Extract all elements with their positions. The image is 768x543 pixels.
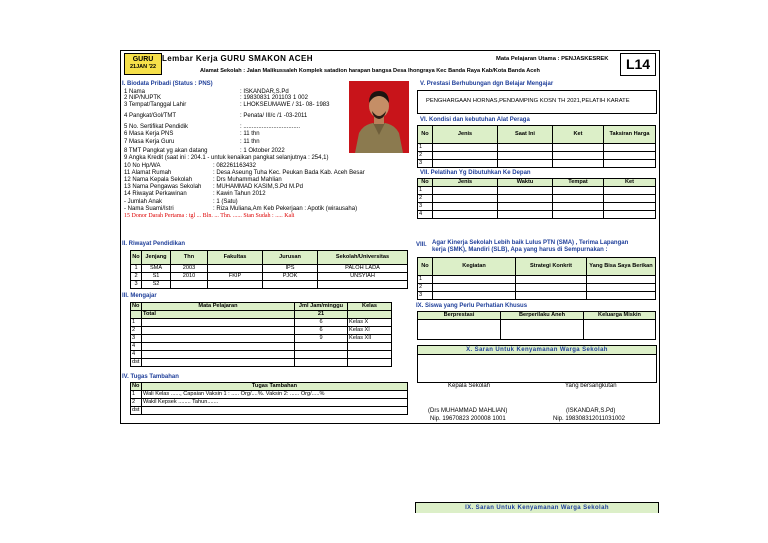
biodata-row	[124, 148, 346, 156]
cell: PJOK	[263, 273, 318, 281]
table-row	[131, 391, 408, 399]
col-header: No	[131, 251, 142, 265]
biodata-label: 14 Riwayat Perkawinan	[124, 191, 187, 198]
cell: 4	[418, 211, 433, 219]
cell	[142, 343, 295, 351]
biodata-label: 9 Angka Kredit (saat ini : 204.1 - untuk kenaikan pangkat selanjutnya : 254,1)	[124, 155, 329, 162]
col-header: Jenis	[433, 126, 498, 144]
table-row	[418, 203, 656, 211]
cell	[263, 281, 318, 289]
tambahan-table	[130, 382, 408, 415]
cell: Kelas X	[348, 319, 392, 327]
kinerja-heading-num: VIII.	[416, 242, 427, 248]
table-row	[418, 160, 656, 168]
biodata-value: : ISKANDAR,S.Pd	[240, 89, 289, 95]
biodata-label: 2 NIP/NUPTK	[124, 95, 162, 102]
prestasi-heading: V. Prestasi Berhubungan dgn Belajar Mengajar	[420, 81, 554, 87]
cell: 2003	[171, 265, 208, 273]
biodata-row	[124, 113, 346, 124]
table-row	[418, 284, 656, 292]
cell: IPS	[263, 265, 318, 273]
col-header: Waktu	[498, 179, 553, 187]
table-row	[131, 399, 408, 407]
cell: 2	[418, 152, 433, 160]
table-header-row	[418, 312, 656, 320]
col-header: Thn	[171, 251, 208, 265]
table-header-row	[131, 303, 392, 311]
cell: 2	[131, 327, 142, 335]
cell: 9	[295, 335, 348, 343]
cell: Wakil Kepsek ........ Tahun.......	[142, 399, 408, 407]
biodata-value: : Drs Muhammad Mahlian	[213, 176, 282, 183]
cell: 6	[295, 319, 348, 327]
cell	[142, 359, 295, 367]
person-photo-icon	[349, 81, 409, 153]
table-row	[131, 265, 408, 273]
biodata-row	[124, 199, 346, 206]
biodata-label: 13 Nama Pengawas Sekolah	[124, 184, 202, 191]
biodata-label: 3 Tempat/Tanggal Lahir	[124, 101, 187, 108]
biodata-value: : 11 thn	[240, 138, 260, 145]
biodata-row	[124, 155, 346, 162]
siswa-table	[417, 311, 656, 340]
table-row	[131, 359, 392, 367]
cell	[142, 407, 408, 415]
col-header: Strategi Konkrit	[516, 258, 587, 276]
biodata-row	[124, 124, 346, 132]
cell: 3	[418, 292, 433, 300]
col-header: Jml Jam/minggu	[295, 303, 348, 311]
table-header-row	[131, 251, 408, 265]
code-box	[620, 53, 656, 76]
cell: 1	[418, 187, 433, 195]
biodata-value: : Desa Aseung Tuha Kec. Peukan Bada Kab. Aceh Besar	[213, 169, 365, 176]
table-header-row	[131, 383, 408, 391]
biodata-label: 1 Nama	[124, 89, 146, 95]
guru-badge	[124, 53, 162, 75]
table-row	[131, 407, 408, 415]
table-header-row	[418, 179, 656, 187]
table-row	[131, 351, 392, 359]
cell	[142, 319, 295, 327]
table-row	[418, 187, 656, 195]
col-header: Ket	[604, 179, 656, 187]
col-header: Jenjang	[142, 251, 171, 265]
cell	[295, 359, 348, 367]
cell	[348, 311, 392, 319]
alat-heading: VI. Kondisi dan kebutuhan Alat Peraga	[420, 117, 530, 123]
col-header: No	[131, 383, 142, 391]
kinerja-table	[417, 257, 656, 300]
cell	[348, 359, 392, 367]
cell: 1	[418, 144, 433, 152]
col-header: Berperilaku Aneh	[501, 312, 584, 320]
table-row	[418, 152, 656, 160]
col-header: Saat Ini	[498, 126, 553, 144]
kinerja-heading-line2: kerja (SMK), Mandiri (SLB), Apa yang harus di Sempurnakan :	[432, 247, 608, 253]
biodata-list	[124, 89, 365, 220]
col-header: Kegiatan	[433, 258, 516, 276]
cell: 2	[131, 273, 142, 281]
cell	[348, 343, 392, 351]
col-header: No	[418, 126, 433, 144]
cell: Kelas XI	[348, 327, 392, 335]
cell	[131, 311, 142, 319]
cell: 6	[295, 327, 348, 335]
biodata-value: : 1 Oktober 2022	[240, 147, 285, 154]
col-header: Taksiran Harga	[604, 126, 656, 144]
sign-left-title: Kepala Sekolah	[448, 383, 491, 389]
cell: 2010	[171, 273, 208, 281]
biodata-value: : Penata/ III/c /1 -03-2011	[240, 112, 308, 119]
total-value: 21	[295, 311, 348, 319]
cell	[171, 281, 208, 289]
col-header: Keluarga Miskin	[584, 312, 656, 320]
kinerja-heading-line1: Agar Kinerja Sekolah Lebih baik Lulus PTN (SMA) , Terima Lapangan	[432, 240, 629, 246]
biodata-value: : Riza Muliana,Am Keb Pekerjaan : Apotik (wirausaha)	[213, 205, 358, 212]
cell: 1	[131, 319, 142, 327]
sign-right-nip: Nip. 198308312011031002	[553, 416, 625, 422]
table-row	[418, 276, 656, 284]
col-header: No	[418, 179, 433, 187]
cell: Wali Kelas ......, Capaian Vaksin 1 : ..... Org/....%. Vaksin 2: ...... Org/.....%	[142, 391, 408, 399]
cell: SMA	[142, 265, 171, 273]
table-row	[131, 335, 392, 343]
mengajar-heading: III. Mengajar	[122, 293, 157, 299]
table-row	[418, 211, 656, 219]
table-row	[131, 343, 392, 351]
prestasi-text: PENGHARGAAN HORNAS,PENDAMPING KOSN TH 2021,PELATIH KARATE	[426, 98, 630, 104]
cell: 1	[131, 391, 142, 399]
total-label: Total	[142, 311, 295, 319]
cell: Kelas XII	[348, 335, 392, 343]
badge-title: GURU	[132, 56, 154, 63]
cell: PALOH LADA	[318, 265, 408, 273]
sign-left-nip: Nip. 19670823 200008 1001	[430, 416, 506, 422]
col-header: Yang Bisa Saya Berikan	[587, 258, 656, 276]
bottom-saran-box	[415, 502, 659, 513]
biodata-label: - Nama Suami/Istri	[124, 205, 174, 212]
pendidikan-heading: II. Riwayat Pendidikan	[122, 241, 186, 247]
biodata-label: - Jumlah Anak	[124, 198, 163, 205]
biodata-row	[124, 139, 346, 148]
cell: 1	[418, 276, 433, 284]
pelatihan-heading: VII. Pelatihan Yg Dibutuhkan Ke Depan	[420, 170, 531, 176]
cell: 4	[131, 351, 142, 359]
school-address: Alamat Sekolah : Jalan Malikussaleh Komplek satadion harapan bangsa Desa lhongraya Kec Banda Raya Kab/Kota Banda Aceh	[200, 68, 540, 74]
biodata-label: 5 No. Sertifikat Pendidik	[124, 123, 189, 130]
cell: FKIP	[208, 273, 263, 281]
biodata-value: : 11 thn	[240, 131, 260, 138]
sign-right-name: (ISKANDAR,S.Pd)	[566, 408, 616, 414]
pelatihan-table	[417, 178, 656, 219]
cell	[295, 351, 348, 359]
cell	[295, 343, 348, 351]
biodata-row	[124, 169, 365, 177]
cell: 3	[131, 281, 142, 289]
alat-table	[417, 125, 656, 168]
biodata-value: : ..................................	[240, 123, 301, 130]
prestasi-box	[417, 90, 657, 114]
biodata-row	[124, 102, 346, 108]
biodata-value: : 1 (Satu)	[213, 198, 238, 205]
table-row	[131, 327, 392, 335]
cell	[142, 335, 295, 343]
cell	[208, 281, 263, 289]
biodata-label: 12 Nama Kepala Sekolah	[124, 176, 193, 183]
pendidikan-table	[130, 250, 408, 289]
cell	[142, 351, 295, 359]
cell: 3	[131, 335, 142, 343]
cell: 4	[131, 343, 142, 351]
cell: S1	[142, 273, 171, 281]
profile-photo	[349, 81, 409, 153]
table-row	[418, 144, 656, 152]
cell: dst	[131, 407, 142, 415]
mengajar-table	[130, 302, 392, 367]
col-header: No	[131, 303, 142, 311]
cell: 1	[131, 265, 142, 273]
cell: UNSYIAH	[318, 273, 408, 281]
cell	[142, 327, 295, 335]
col-header: Tempat	[553, 179, 604, 187]
biodata-row	[124, 184, 346, 191]
col-header: Jurusan	[263, 251, 318, 265]
subject-label: Mata Pelajaran Utama : PENJASKESREK	[496, 56, 609, 62]
biodata-label: 11 Alamat Rumah	[124, 169, 172, 176]
donor-row	[124, 213, 346, 220]
bottom-saran-heading: IX. Saran Untuk Kenyamanan Warga Sekolah	[465, 505, 609, 511]
tambahan-heading: IV. Tugas Tambahan	[122, 374, 179, 380]
donor-text: 15 Donor Darah Pertama : tgl ... Bln. ... Thn. ...... Stan Sudah : ..... Kali	[124, 212, 295, 219]
cell: 2	[418, 284, 433, 292]
table-row	[131, 281, 408, 289]
biodata-row	[124, 177, 346, 184]
col-header: Berprestasi	[418, 312, 501, 320]
table-row	[418, 292, 656, 300]
table-row	[418, 195, 656, 203]
page-title: Lembar Kerja GURU SMAKON ACEH	[162, 54, 313, 63]
siswa-heading: IX. Siswa yang Perlu Perhatian Khusus	[416, 303, 528, 309]
biodata-value: : Kawin Tahun 2012	[213, 191, 266, 198]
cell: 2	[418, 195, 433, 203]
biodata-value: : 19830831 201103 1 002	[240, 95, 308, 102]
col-header: No	[418, 258, 433, 276]
saran-heading: X. Saran Untuk Kenyamanan Warga Sekolah	[418, 346, 656, 355]
biodata-value: : 082261163432	[213, 162, 256, 169]
cell: S2	[142, 281, 171, 289]
biodata-label: 4 Pangkat/Gol/TMT	[124, 112, 177, 119]
table-row	[131, 319, 392, 327]
biodata-value: : LHOKSEUMAWE / 31- 08- 1983	[240, 101, 330, 108]
code-label: L14	[625, 56, 651, 72]
col-header: Mata Pelajaran	[142, 303, 295, 311]
cell: dst	[131, 359, 142, 367]
sign-left-name: (Drs MUHAMMAD MAHLIAN)	[428, 408, 508, 414]
cell: 3	[418, 203, 433, 211]
biodata-row	[124, 191, 346, 198]
table-row	[418, 320, 656, 340]
cell	[208, 265, 263, 273]
col-header: Tugas Tambahan	[142, 383, 408, 391]
table-header-row	[418, 126, 656, 144]
table-header-row	[418, 258, 656, 276]
biodata-value: : MUHAMMAD KASIM,S.Pd M.Pd	[213, 184, 304, 191]
biodata-label: 6 Masa Kerja PNS	[124, 131, 174, 138]
col-header: Fakultas	[208, 251, 263, 265]
cell	[348, 351, 392, 359]
total-row	[131, 311, 392, 319]
col-header: Ket	[553, 126, 604, 144]
biodata-row	[124, 131, 346, 139]
biodata-label: 7 Masa Kerja Guru	[124, 138, 175, 145]
cell	[318, 281, 408, 289]
col-header: Jenis	[433, 179, 498, 187]
cell: 2	[131, 399, 142, 407]
col-header: Kelas	[348, 303, 392, 311]
biodata-row	[124, 205, 358, 213]
biodata-heading: I. Biodata Pribadi (Status : PNS)	[122, 81, 213, 87]
biodata-label: 10 No Hp/WA	[124, 162, 161, 169]
cell: 3	[418, 160, 433, 168]
biodata-row	[124, 163, 346, 170]
saran-box	[417, 345, 657, 383]
table-row	[131, 273, 408, 281]
col-header: Sekolah/Universitas	[318, 251, 408, 265]
sign-right-title: Yang bersangkutan	[565, 383, 617, 389]
biodata-label: 8 TMT Pangkat yg akan datang	[124, 147, 208, 154]
badge-date: 21JAN '22	[129, 64, 157, 71]
